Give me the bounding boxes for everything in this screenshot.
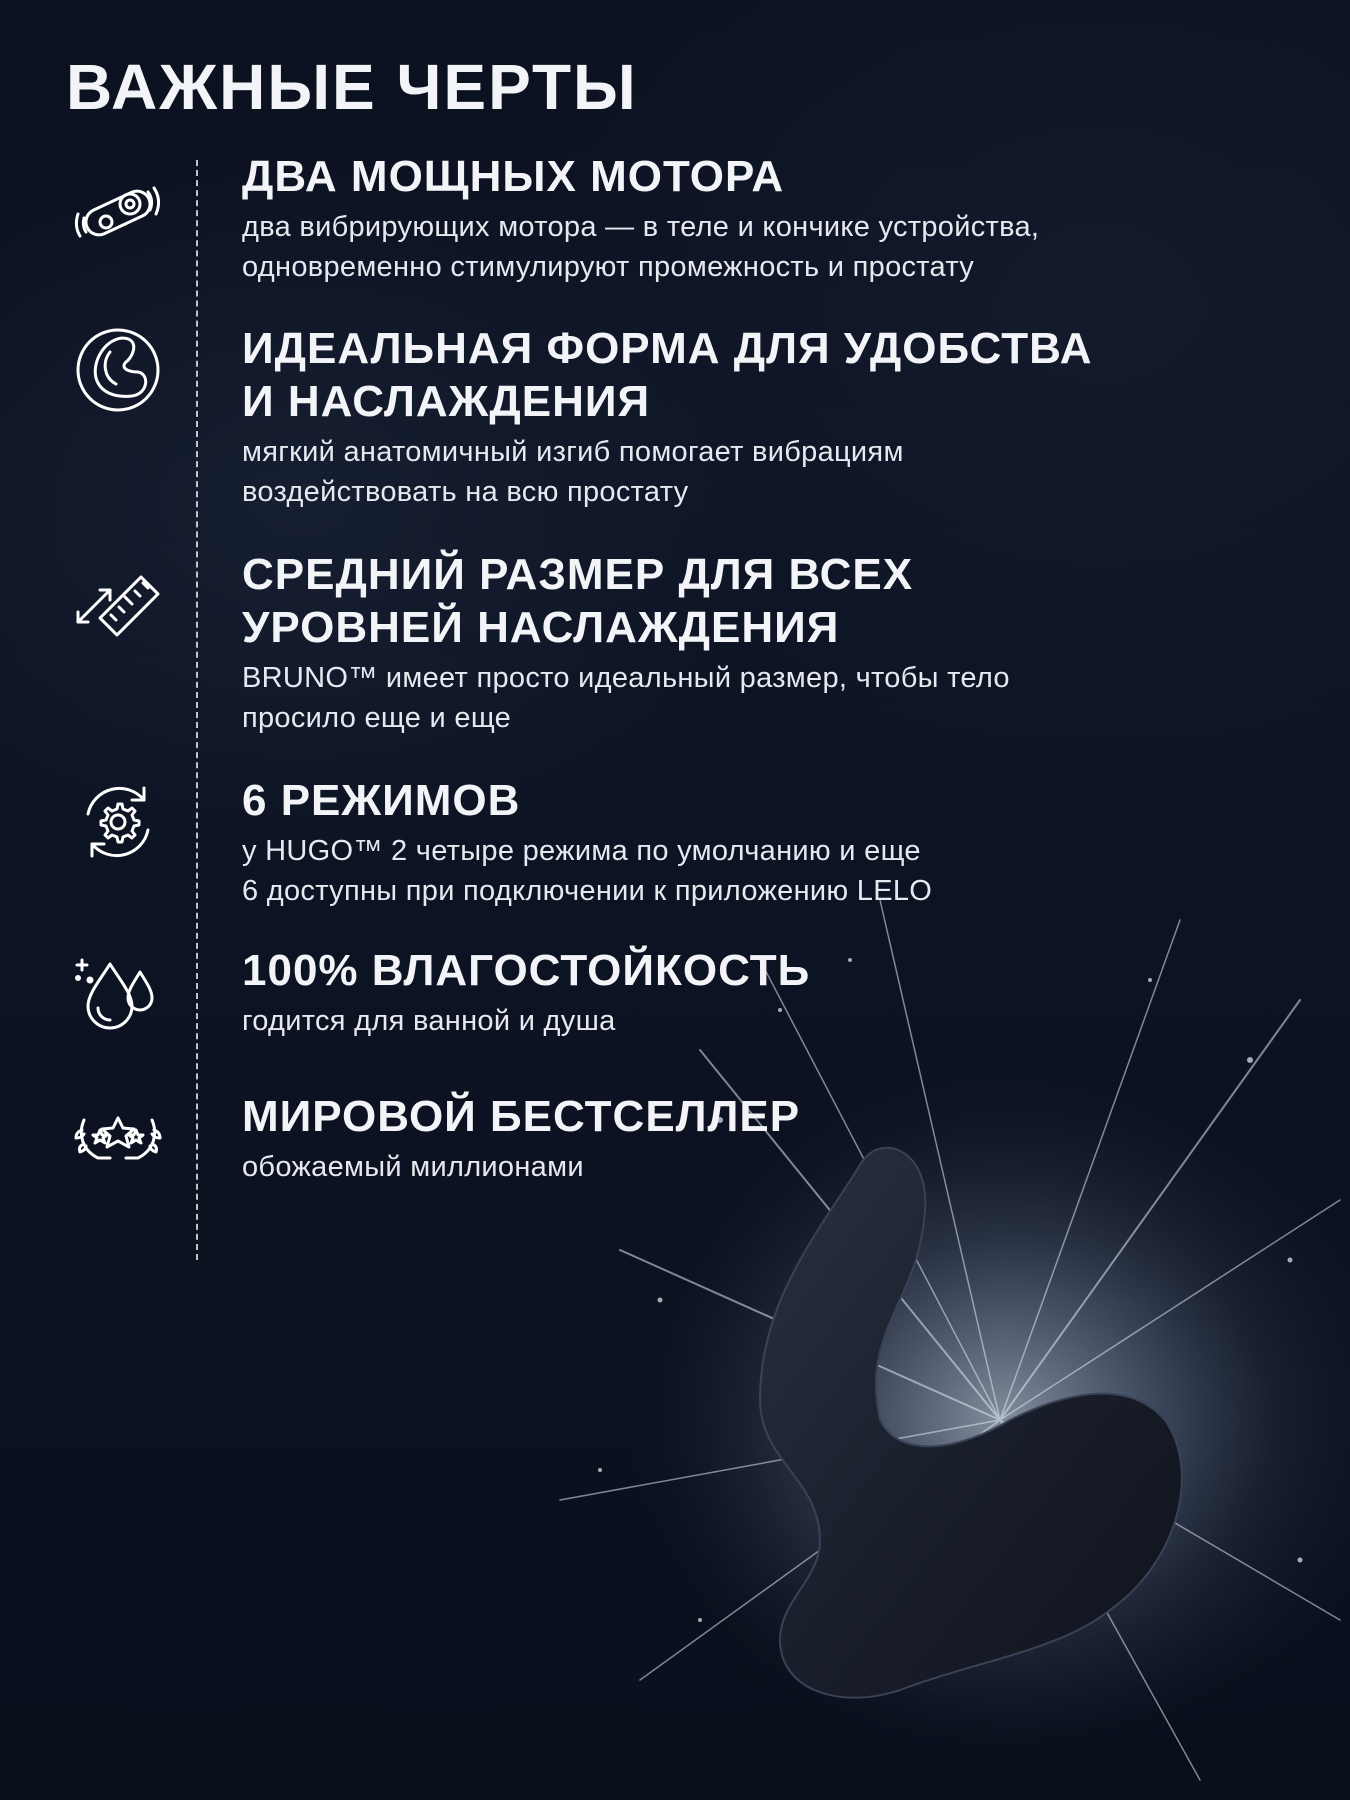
curved-shape-icon bbox=[70, 322, 166, 418]
feature-description: мягкий анатомичный изгиб помогает вибрациям воздействовать на всю простату bbox=[242, 436, 904, 508]
water-drops-icon bbox=[70, 944, 166, 1040]
laurel-stars-icon bbox=[70, 1090, 166, 1186]
page-title: ВАЖНЫЕ ЧЕРТЫ bbox=[66, 51, 638, 123]
feature-description: BRUNO™ имеет просто идеальный размер, чтобы тело просило еще и еще bbox=[242, 662, 1010, 734]
dashed-divider bbox=[196, 160, 198, 1260]
twin-motor-icon bbox=[70, 166, 166, 262]
feature-description: годится для ванной и душа bbox=[242, 1005, 616, 1037]
feature-title: СРЕДНИЙ РАЗМЕР ДЛЯ ВСЕХ УРОВНЕЙ НАСЛАЖДЕНИЯ bbox=[242, 550, 914, 652]
feature-title: ДВА МОЩНЫХ МОТОРА bbox=[242, 152, 785, 201]
feature-title: 6 РЕЖИМОВ bbox=[242, 776, 521, 825]
feature-title: 100% ВЛАГОСТОЙКОСТЬ bbox=[242, 946, 811, 995]
feature-title: МИРОВОЙ БЕСТСЕЛЛЕР bbox=[242, 1092, 801, 1141]
ruler-size-icon bbox=[70, 558, 166, 654]
feature-description: обожаемый миллионами bbox=[242, 1151, 584, 1183]
gear-cycle-icon bbox=[70, 774, 166, 870]
feature-description: у HUGO™ 2 четыре режима по умолчанию и еще 6 доступны при подключении к приложению LELO bbox=[242, 835, 933, 907]
feature-title: ИДЕАЛЬНАЯ ФОРМА ДЛЯ УДОБСТВА И НАСЛАЖДЕНИЯ bbox=[242, 324, 1093, 426]
feature-description: два вибрирующих мотора — в теле и кончике устройства, одновременно стимулируют промежность и простату bbox=[242, 211, 1040, 283]
